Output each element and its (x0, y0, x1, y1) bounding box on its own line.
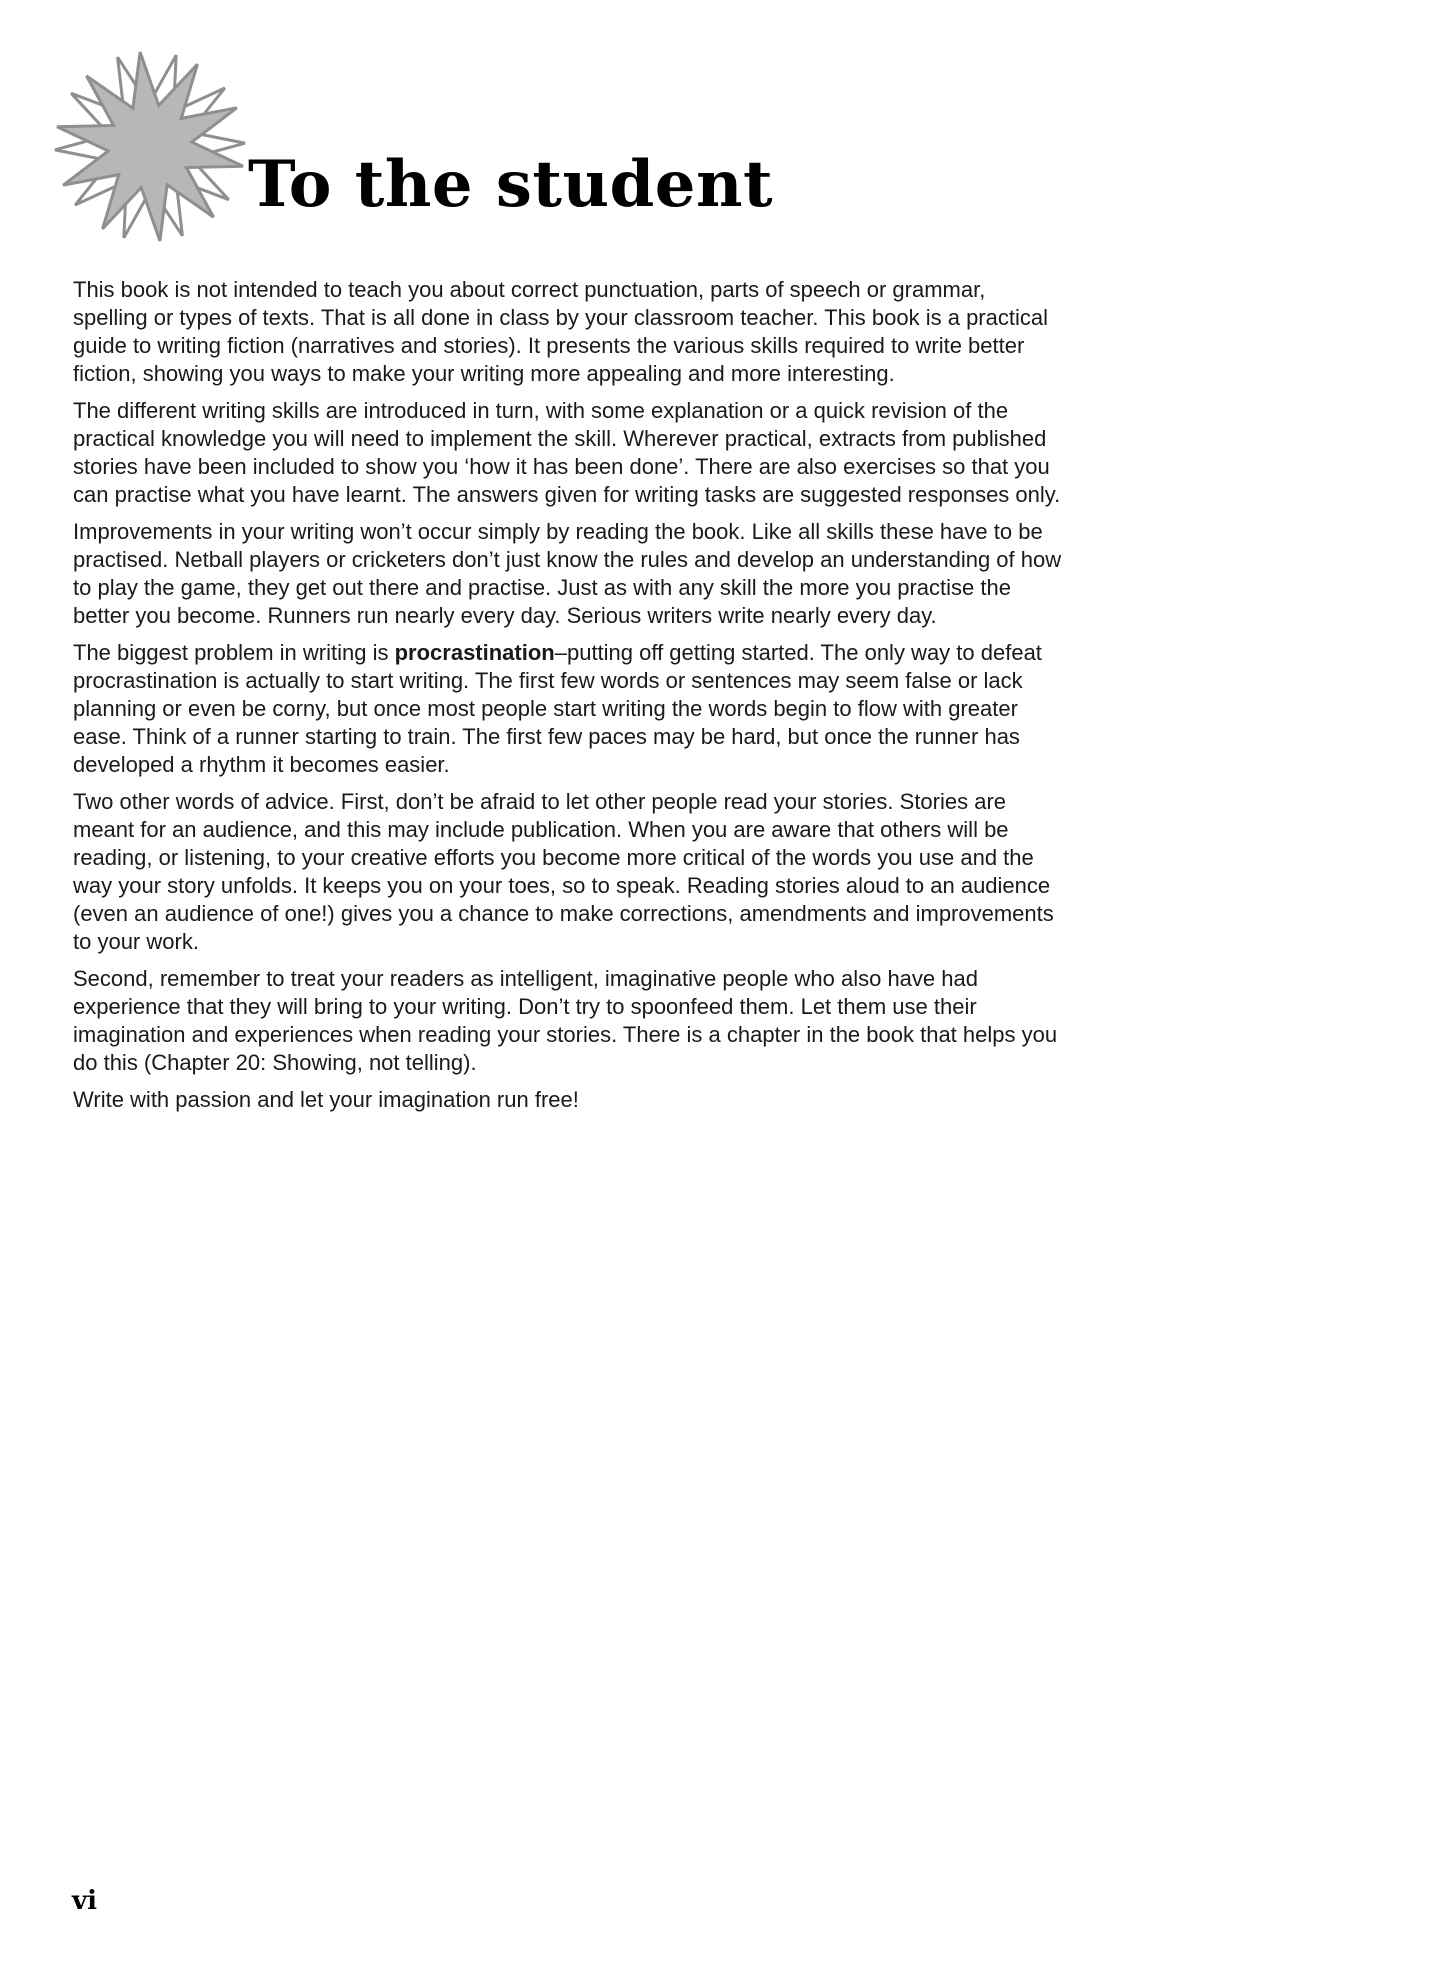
paragraph-4-post: –putting off getting started. The only way to defeat procrastination is actually to start writing. The first few words or sentences may seem false or lack planning or even be corny, but once most people start writing the words begin to flow with greater ease. Think of a runner starting to train. The first few paces may be hard, but once the runner has developed a rhythm it becomes easier. (73, 640, 1042, 777)
starburst-icon (50, 44, 250, 249)
bold-keyword-procrastination: procrastination (394, 640, 555, 665)
paragraph-3: Improvements in your writing won’t occur simply by reading the book. Like all skills these have to be practised. Netball players or cricketers don’t just know the rules and develop an understanding of how to play the game, they get out there and practise. Just as with any skill the more you practise the better you become. Runners run nearly every day. Serious writers write nearly every day. (73, 519, 1062, 628)
page-title: To the student (248, 146, 774, 222)
paragraph-6: Second, remember to treat your readers as intelligent, imaginative people who also have had experience that they will bring to your writing. Don’t try to spoonfeed them. Let them use their imagination and experiences when reading your stories. There is a chapter in the book that helps you do this (Chapter 20: Showing, not telling). (73, 966, 1058, 1075)
paragraph-4 (73, 639, 1065, 779)
page-header (0, 0, 1445, 260)
starburst-icon-svg (50, 44, 250, 249)
paragraph-5: Two other words of advice. First, don’t be afraid to let other people read your stories. Stories are meant for an audience, and this may include publication. When you are aware that others will be reading, or listening, to your creative efforts you become more critical of the words you use and the way your story unfolds. It keeps you on your toes, so to speak. Reading stories aloud to an audience (even an audience of one!) gives you a chance to make corrections, amendments and improvements to your work. (73, 789, 1054, 954)
paragraph-7: Write with passion and let your imagination run free! (73, 1087, 579, 1112)
paragraph-1: This book is not intended to teach you about correct punctuation, parts of speech or grammar, spelling or types of texts. That is all done in class by your classroom teacher. This book is a practical guide to writing fiction (narratives and stories). It presents the various skills required to write better fiction, showing you ways to make your writing more appealing and more interesting. (73, 277, 1048, 386)
paragraph-2: The different writing skills are introduced in turn, with some explanation or a quick revision of the practical knowledge you will need to implement the skill. Wherever practical, extracts from published stories have been included to show you ‘how it has been done’. There are also exercises so that you can practise what you have learnt. The answers given for writing tasks are suggested responses only. (73, 398, 1061, 507)
page-number: vi (72, 1886, 97, 1916)
body-text (73, 276, 1065, 1123)
paragraph-4-pre: The biggest problem in writing is (73, 640, 395, 665)
